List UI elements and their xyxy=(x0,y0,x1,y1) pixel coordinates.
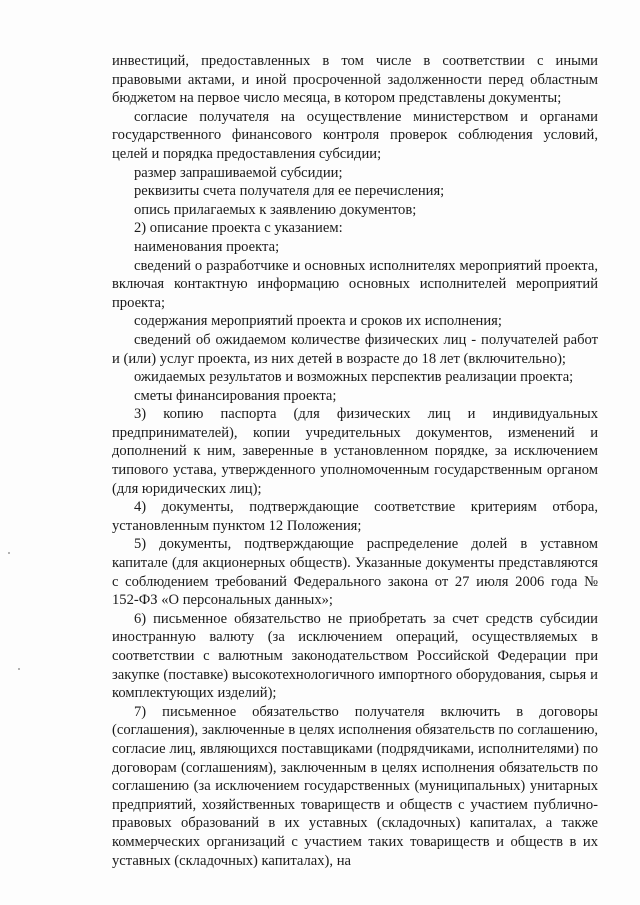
paragraph-budget: сметы финансирования проекта; xyxy=(134,387,337,404)
paragraph-item-2: 2) описание проекта с указанием: xyxy=(134,220,343,237)
paragraph-consent-audit: согласие получателя на осуществление министерством и органами государственного финансового контроля проверок соблюдения условий, целей и порядка предоставления субсидии; xyxy=(112,108,598,162)
paragraph-item-6: 6) письменное обязательство не приобретать за счет средств субсидии иностранную валюту (за исключением операций, осуществляемых в соответствии с валютным законодательством Российской Федерации при закупке (поставке) высокотехнологичного импортного оборудования, сырья и комплектующих изделий); xyxy=(112,610,598,702)
paragraph-item-7: 7) письменное обязательство получателя включить в договоры (соглашения), заключенные в целях исполнения обязательств по соглашению, согласие лиц, являющихся поставщиками (подрядчиками, исполнителями) по договорам (соглашениям), заключенным в целях исполнения обязательств по соглашению (за исключением государственных (муниципальных) унитарных предприятий, хозяйственных товариществ и обществ с участием публично-правовых образований в их уставных (складочных) капиталах, а также коммерческих организаций с участием таких товариществ и обществ в их уставных (складочных) капиталах), на xyxy=(112,703,598,869)
paragraph-recipients-count: сведений об ожидаемом количестве физических лиц - получателей работ и (или) услуг проекта, из них детей в возрасте до 18 лет (включительно); xyxy=(112,331,598,367)
paragraph-investments: инвестиций, предоставленных в том числе в соответствии с иными правовыми актами, и иной просроченной задолженности перед областным бюджетом на первое число месяца, в котором представлены документы; xyxy=(112,53,598,107)
scan-speck xyxy=(8,552,10,554)
paragraph-inventory: опись прилагаемых к заявлению документов; xyxy=(134,201,417,218)
scan-speck xyxy=(18,668,20,670)
paragraph-developer-info: сведений о разработчике и основных исполнителях мероприятий проекта, включая контактную информацию основных исполнителей мероприятий проекта; xyxy=(112,257,598,311)
paragraph-project-name: наименования проекта; xyxy=(134,238,280,255)
paragraph-item-5: 5) документы, подтверждающие распределение долей в уставном капитале (для акционерных обществ). Указанные документы представляются с соблюдением требований Федерального закона от 27 июля 2006 года № 152-ФЗ «О персональных данных»; xyxy=(112,536,598,609)
paragraph-item-3: 3) копию паспорта (для физических лиц и индивидуальных предпринимателей), копии учредительных документов, изменений и дополнений к ним, заверенные в установленном порядке, за исключением типового устава, утвержденного уполномоченным государственным органом (для юридических лиц); xyxy=(112,406,598,497)
paragraph-item-4: 4) документы, подтверждающие соответствие критериям отбора, установленным пунктом 12 Положения; xyxy=(112,499,598,534)
paragraph-expected-results: ожидаемых результатов и возможных перспектив реализации проекта; xyxy=(134,369,574,386)
document-body xyxy=(112,52,598,870)
paragraph-project-activities: содержания мероприятий проекта и сроков их исполнения; xyxy=(134,313,502,330)
paragraph-subsidy-size: размер запрашиваемой субсидии; xyxy=(134,164,343,181)
paragraph-account-details: реквизиты счета получателя для ее перечисления; xyxy=(134,183,445,200)
